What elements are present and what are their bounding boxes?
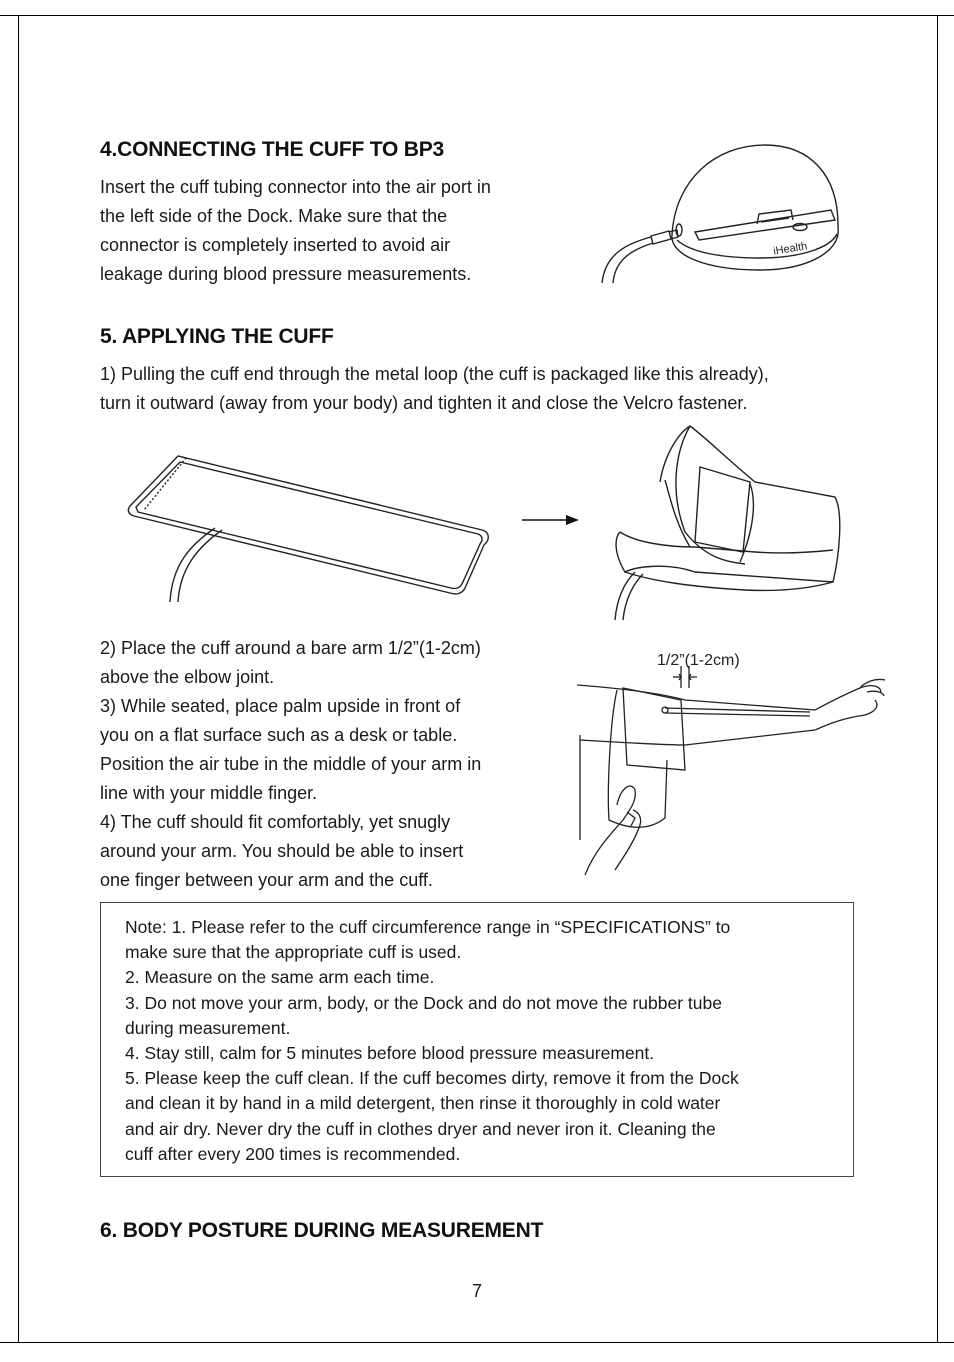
arm-cuff-illustration	[575, 640, 890, 875]
note-line: Note: 1. Please refer to the cuff circumference range in “SPECIFICATIONS” to	[125, 917, 731, 937]
rolled-cuff-illustration	[605, 422, 855, 622]
note-line: 2. Measure on the same arm each time.	[125, 967, 435, 988]
crop-line-left	[18, 15, 19, 1343]
note-line: and air dry. Never dry the cuff in clothes dryer and never iron it. Cleaning the	[125, 1118, 716, 1139]
arm-measure-label: 1/2”(1-2cm)	[657, 652, 740, 669]
flat-cuff-illustration	[120, 450, 490, 605]
text-line: above the elbow joint.	[100, 667, 275, 687]
text-line: you on a flat surface such as a desk or table.	[100, 725, 458, 745]
text-line: Insert the cuff tubing connector into the air port in	[100, 177, 491, 197]
text-line: Position the air tube in the middle of your arm in	[100, 754, 482, 774]
text-line: connector is completely inserted to avoid air	[100, 235, 451, 255]
page-number: 7	[471, 1281, 482, 1301]
note-line: during measurement.	[125, 1017, 291, 1038]
steps-2-4-text	[100, 634, 481, 895]
text-line: 2) Place the cuff around a bare arm 1/2”(1-2cm)	[100, 638, 481, 658]
section-4-heading: 4.CONNECTING THE CUFF TO BP3	[100, 138, 445, 161]
text-line: 3) While seated, place palm upside in front of	[100, 696, 461, 716]
step-1-text	[100, 360, 769, 418]
text-line: the left side of the Dock. Make sure that the	[100, 206, 448, 226]
note-line: cuff after every 200 times is recommended.	[125, 1143, 461, 1164]
note-line: 4. Stay still, calm for 5 minutes before blood pressure measurement.	[125, 1043, 655, 1064]
note-line: 3. Do not move your arm, body, or the Dock and do not move the rubber tube	[125, 992, 722, 1013]
crop-line-bottom	[0, 1342, 954, 1343]
text-line: turn it outward (away from your body) and tighten it and close the Velcro fastener.	[100, 393, 748, 413]
note-line: 5. Please keep the cuff clean. If the cuff becomes dirty, remove it from the Dock	[125, 1068, 739, 1089]
text-line: 1) Pulling the cuff end through the metal loop (the cuff is packaged like this already),	[100, 364, 769, 384]
note-box	[100, 902, 854, 1177]
arrow-right-icon	[522, 512, 580, 528]
section-5-heading: 5. APPLYING THE CUFF	[100, 325, 334, 348]
note-line: make sure that the appropriate cuff is used.	[125, 942, 462, 963]
dock-illustration	[595, 140, 845, 290]
text-line: around your arm. You should be able to insert	[100, 841, 464, 861]
text-line: 4) The cuff should fit comfortably, yet snugly	[100, 812, 451, 832]
crop-line-right	[937, 15, 938, 1343]
text-line: leakage during blood pressure measurements.	[100, 264, 472, 284]
text-line: line with your middle finger.	[100, 783, 318, 803]
text-line: one finger between your arm and the cuff.	[100, 870, 433, 890]
section-6-heading: 6. BODY POSTURE DURING MEASUREMENT	[100, 1219, 544, 1242]
note-line: and clean it by hand in a mild detergent, then rinse it thoroughly in cold water	[125, 1093, 721, 1114]
crop-line-top	[0, 15, 954, 16]
section-4-text	[100, 173, 491, 289]
dock-brand-label: iHealth	[772, 240, 809, 258]
